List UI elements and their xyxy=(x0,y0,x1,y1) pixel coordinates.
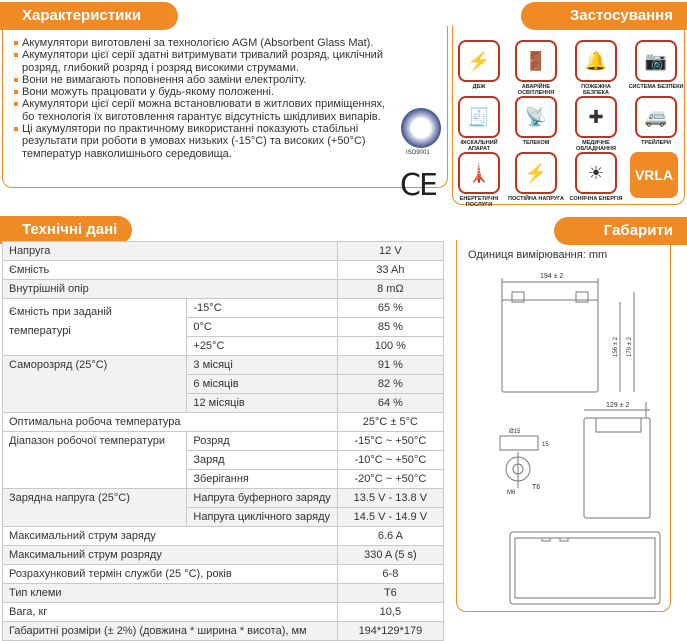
table-row xyxy=(3,584,444,603)
spec-value: 330 A (5 s) xyxy=(337,546,443,565)
spec-value: 13.5 V - 13.8 V xyxy=(337,489,443,508)
spec-sublabel: 0°C xyxy=(187,318,337,337)
dim-small-label: 15 xyxy=(542,442,549,448)
dim-terminal-label: T6 xyxy=(532,484,541,491)
spec-sublabel: -15°C xyxy=(187,299,337,318)
power-pylon-icon: 🗼 xyxy=(458,152,500,194)
spec-label: Тип клеми xyxy=(3,584,338,603)
app-label: МЕДИЧНЕ ОБЛАДНАННЯ xyxy=(576,140,616,152)
spec-sublabel: Зберігання xyxy=(187,470,337,489)
dim-thread-label: M6 xyxy=(507,490,516,496)
spec-value: 10,5 xyxy=(337,603,443,622)
dimensions-unit: Одиниця вимірювання: mm xyxy=(468,249,608,261)
dimension-drawings xyxy=(460,262,670,612)
spec-value: -15°C ~ +50°C xyxy=(337,432,443,451)
spec-label: Зарядна напруга (25°C) xyxy=(3,489,187,527)
characteristics-header: Характеристики xyxy=(0,2,178,30)
spec-label: Ємність xyxy=(3,261,338,280)
spec-value: 6.6 A xyxy=(337,527,443,546)
spec-table xyxy=(2,241,444,641)
solar-panel-icon: ☀ xyxy=(575,152,617,194)
spec-sublabel: 12 місяців xyxy=(187,394,337,413)
spec-sublabel: +25°C xyxy=(187,337,337,356)
spec-value: T6 xyxy=(337,584,443,603)
app-label: АВАРІЙНЕ ОСВІТЛЕННЯ xyxy=(517,84,555,96)
spec-value: -10°C ~ +50°C xyxy=(337,451,443,470)
table-row xyxy=(3,299,444,318)
app-label: ТЕЛЕКОМ xyxy=(522,140,550,146)
spec-label: Максимальний струм розряду xyxy=(3,546,338,565)
spec-sublabel: 3 місяці xyxy=(187,356,337,375)
spec-value: 194*129*179 xyxy=(337,622,443,641)
spec-value: 12 V xyxy=(337,242,443,261)
dim-diameter-label: Ø15 xyxy=(509,429,521,435)
spec-sublabel: Напруга буферного заряду xyxy=(187,489,337,508)
spec-sublabel: Заряд xyxy=(187,451,337,470)
spec-value: 8 mΩ xyxy=(337,280,443,299)
table-row xyxy=(3,261,444,280)
spec-label: Внутрішній опір xyxy=(3,280,338,299)
spec-value: -20°C ~ +50°C xyxy=(337,470,443,489)
table-row xyxy=(3,242,444,261)
spec-label: Максимальний струм заряду xyxy=(3,527,338,546)
spec-value: 91 % xyxy=(337,356,443,375)
spec-value: 25°C ± 5°C xyxy=(337,413,443,432)
dim-width-label: 129 ± 2 xyxy=(606,402,630,409)
table-row xyxy=(3,527,444,546)
table-row xyxy=(3,603,444,622)
list-item: Акумулятори цієї серії здатні витримувати тривалий розряд, циклічний розряд, глибокий розряд і розряд високими струмами. xyxy=(14,49,386,74)
table-row xyxy=(3,280,444,299)
app-label: ТРЕЙЛЕРИ xyxy=(641,140,671,146)
medical-equipment-icon: ✚ xyxy=(575,96,617,138)
list-item: Акумулятори цієї серії можна встановлювати в житлових приміщеннях, бо технологія їх виготовлення гарантує відсутність шкідливих випарів. xyxy=(14,98,386,123)
list-item: Вони не вимагають поповнення або заміни електроліту. xyxy=(14,74,386,86)
spec-value: 14.5 V - 14.9 V xyxy=(337,508,443,527)
spec-label: Діапазон робочої температури xyxy=(3,432,187,489)
spec-value: 33 Ah xyxy=(337,261,443,280)
spec-value: 100 % xyxy=(337,337,443,356)
emergency-exit-icon: 🚪 xyxy=(515,40,557,82)
ce-mark: CE xyxy=(400,168,436,203)
spec-sublabel: Напруга циклічного заряду xyxy=(187,508,337,527)
spec-value: 85 % xyxy=(337,318,443,337)
list-item: Вони можуть працювати у будь-якому положенні. xyxy=(14,86,386,98)
app-label: ЕНЕРГЕТИЧНІ ПОСЛУГИ xyxy=(459,196,499,208)
spec-sublabel: 6 місяців xyxy=(187,375,337,394)
spec-value: 64 % xyxy=(337,394,443,413)
app-label: СИСТЕМА БЕЗПЕКИ xyxy=(628,84,684,90)
spec-label: Саморозряд (25°C) xyxy=(3,356,187,413)
spec-value: 6-8 xyxy=(337,565,443,584)
spec-label: Оптимальна робоча температура xyxy=(3,413,338,432)
app-label: ДБЖ xyxy=(472,84,486,90)
lightning-icon: ⚡ xyxy=(515,152,557,194)
app-label: СОНЯЧНА ЕНЕРГІЯ xyxy=(569,196,623,202)
ngv-logo: NGV xyxy=(401,108,441,148)
app-label: ФІСКАЛЬНИЙ АПАРАТ xyxy=(460,140,498,152)
table-row xyxy=(3,546,444,565)
trailer-icon: 🚐 xyxy=(635,96,677,138)
app-label: ПОСТІЙНА НАПРУГА xyxy=(508,196,564,202)
list-item: Ці акумулятори по практичному використанні показують стабільні результати при роботи в умовах низьких (-15°C) та високих (+50°C) температур навколишнього середовища. xyxy=(14,123,386,160)
applications-header: Застосування xyxy=(521,2,687,30)
list-item: Акумулятори виготовлені за технологією AGM (Absorbent Glass Mat). xyxy=(14,37,386,49)
spec-label: Габаритні розміри (± 2%) (довжина * ширина * висота), мм xyxy=(3,622,338,641)
table-row xyxy=(3,622,444,641)
telecom-tower-icon: 📡 xyxy=(515,96,557,138)
spec-sublabel: Розряд xyxy=(187,432,337,451)
dim-height2-label: 179 ± 2 xyxy=(627,337,633,357)
characteristics-list xyxy=(14,37,386,160)
table-row xyxy=(3,413,444,432)
dimensions-header: Габарити xyxy=(554,217,687,245)
dim-height1-label: 156 ± 2 xyxy=(613,337,619,357)
spec-label: Ємність при заданій температурі xyxy=(3,299,187,356)
fire-alarm-icon: 🔔 xyxy=(575,40,617,82)
spec-value: 65 % xyxy=(337,299,443,318)
vrla-badge: VRLA xyxy=(630,152,678,198)
table-row xyxy=(3,356,444,375)
tech-header: Технічні дані xyxy=(0,216,132,244)
iso-label: ISO9001 xyxy=(406,150,430,156)
spec-label: Напруга xyxy=(3,242,338,261)
spec-value: 82 % xyxy=(337,375,443,394)
ups-icon: ⚡ xyxy=(458,40,500,82)
table-row xyxy=(3,565,444,584)
security-camera-icon: 📷 xyxy=(635,40,677,82)
table-row xyxy=(3,432,444,451)
dim-length-label: 194 ± 2 xyxy=(540,273,564,280)
spec-label: Вага, кг xyxy=(3,603,338,622)
table-row xyxy=(3,489,444,508)
cash-register-icon: 🧾 xyxy=(458,96,500,138)
spec-label: Розрахунковий термін служби (25 °C), років xyxy=(3,565,338,584)
app-label: ПОЖЕЖНА БЕЗПЕКА xyxy=(581,84,611,96)
